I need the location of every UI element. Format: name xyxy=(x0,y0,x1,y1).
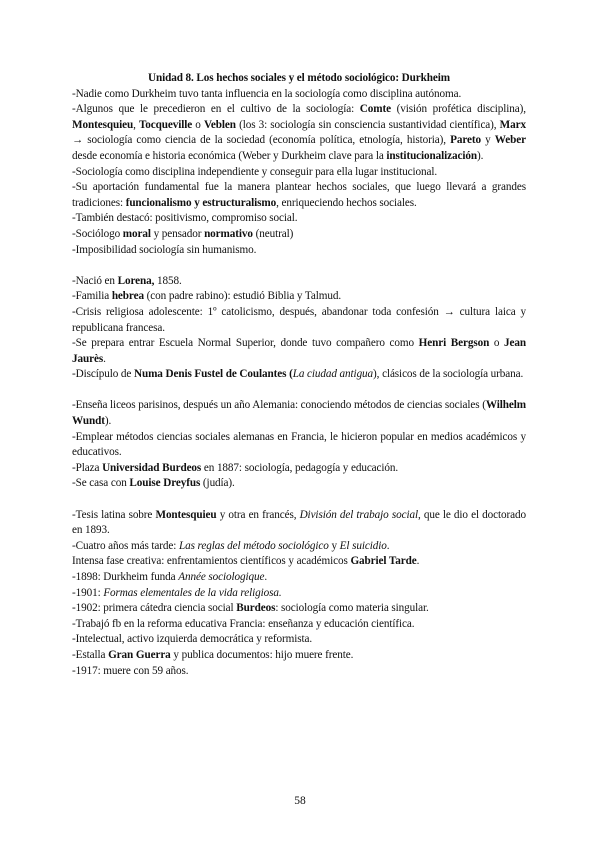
text-run: -Familia xyxy=(72,290,112,303)
text-run: -Crisis religiosa adolescente: 1º catolicismo, después, abandonar toda confesión → cultura laica y republicana francesa. xyxy=(72,305,526,334)
text-run: -Intelectual, activo izquierda democrática y reformista. xyxy=(72,633,313,646)
text-run: ), clásicos de la sociología urbana. xyxy=(373,368,524,381)
text-run: o xyxy=(192,118,204,131)
bold-text: Tocqueville xyxy=(138,118,193,131)
section-gap xyxy=(72,383,526,399)
paragraph xyxy=(72,274,526,290)
text-run: -1917: muere con 59 años. xyxy=(72,664,189,677)
text-run: 1858. xyxy=(154,274,182,287)
bold-text: hebrea xyxy=(111,290,144,303)
text-run: -Sociólogo xyxy=(72,227,123,240)
bold-text: Universidad Burdeos xyxy=(102,461,202,474)
text-run: -También destacó: positivismo, compromiso social. xyxy=(72,212,298,225)
paragraph xyxy=(72,430,526,461)
text-run: -Discípulo de xyxy=(72,368,134,381)
text-run: (judía). xyxy=(200,477,235,490)
paragraph xyxy=(72,243,526,259)
paragraph xyxy=(72,289,526,305)
unit-title: Unidad 8. Los hechos sociales y el método sociológico: Durkheim xyxy=(148,72,450,84)
paragraph xyxy=(72,398,526,429)
text-run: -1901: xyxy=(72,586,104,599)
text-run: ). xyxy=(477,149,484,162)
section-gap xyxy=(72,492,526,508)
text-run: -Trabajó fb en la reforma educativa Francia: enseñanza y educación científica. xyxy=(72,617,415,630)
bold-text: moral xyxy=(122,227,151,240)
text-run: y publica documentos: hijo muere frente. xyxy=(170,648,354,661)
bold-text: Weber xyxy=(494,134,526,147)
text-run: y otra en francés, xyxy=(216,508,300,521)
paragraph xyxy=(72,180,526,211)
paragraph xyxy=(72,508,526,539)
italic-text: La ciudad antigua xyxy=(292,368,374,381)
text-run: -1902: primera cátedra ciencia social xyxy=(72,602,237,615)
text-run: ). xyxy=(104,415,112,428)
text-run: . xyxy=(264,571,268,583)
paragraph xyxy=(72,539,526,555)
bold-text: normativo xyxy=(204,227,253,240)
text-run: -Nadie como Durkheim tuvo tanta influencia en la sociología como disciplina autónoma. xyxy=(72,87,462,100)
text-run: y pensador xyxy=(150,227,205,240)
body-text xyxy=(72,87,526,680)
text-run: -Estalla xyxy=(72,648,109,661)
text-run: -Se prepara entrar Escuela Normal Superior, donde tuvo compañero como xyxy=(72,337,419,350)
paragraph xyxy=(72,305,526,336)
paragraph xyxy=(72,87,526,103)
text-run: -Sociología como disciplina independiente y conseguir para ella lugar institucional. xyxy=(72,165,438,178)
text-run: : sociología como materia singular. xyxy=(275,602,429,615)
text-run: -Cuatro años más tarde: xyxy=(72,539,179,552)
bold-text: Lorena, xyxy=(117,274,155,287)
paragraph xyxy=(72,165,526,181)
text-run: (neutral) xyxy=(252,227,294,240)
text-run: , enriqueciendo hechos sociales. xyxy=(276,196,417,209)
paragraph xyxy=(72,554,526,570)
text-run: -Emplear métodos ciencias sociales alemanas en Francia, le hicieron popular en medios académicos y educativos. xyxy=(72,430,526,459)
bold-text: Marx xyxy=(499,118,526,131)
paragraph xyxy=(72,102,526,164)
text-run: , que le dio el doctorado en 1893. xyxy=(72,508,526,537)
text-run: (visión profética disciplina), xyxy=(390,103,526,116)
text-run: -Nació en xyxy=(72,274,118,287)
paragraph xyxy=(72,664,526,680)
bold-text: Gran Guerra xyxy=(108,648,171,661)
page-number: 58 xyxy=(294,795,306,807)
text-run: -Enseña liceos parisinos, después un año Alemania: conociendo métodos de ciencias sociales ( xyxy=(72,399,486,412)
text-run: o xyxy=(489,337,505,350)
paragraph xyxy=(72,227,526,243)
text-run: en 1887: sociología, pedagogía y educación. xyxy=(201,461,399,474)
text-run: desde economía e historia económica (Weber y Durkheim clave para la xyxy=(72,149,387,162)
paragraph xyxy=(72,601,526,617)
bold-text: funcionalismo y estructuralismo xyxy=(125,196,277,209)
italic-text: Année sociologique xyxy=(178,571,265,583)
text-run: -Tesis latina sobre xyxy=(72,508,156,521)
text-run: (con padre rabino): estudió Biblia y Talmud. xyxy=(143,290,342,303)
paragraph xyxy=(72,617,526,633)
paragraph xyxy=(72,336,526,367)
bold-text: Gabriel Tarde xyxy=(350,555,417,568)
italic-text: Las reglas del método sociológico xyxy=(178,539,329,552)
bold-text: Pareto xyxy=(450,134,481,147)
bold-text: Wilhelm Wundt xyxy=(72,399,526,428)
text-run: y xyxy=(328,539,340,552)
paragraph xyxy=(72,586,526,602)
paragraph xyxy=(72,476,526,492)
paragraph xyxy=(72,648,526,664)
page-content xyxy=(72,71,526,679)
italic-text: Formas elementales de la vida religiosa. xyxy=(103,586,282,599)
bold-text: Montesquieu xyxy=(72,118,134,131)
text-run: y xyxy=(480,134,495,147)
bold-text: Louise Dreyfus xyxy=(129,477,201,490)
text-run: -1898: Durkheim funda xyxy=(72,571,179,583)
bold-text: institucionalización xyxy=(386,149,478,162)
bold-text: Veblen xyxy=(203,118,236,131)
text-run: Intensa fase creativa: enfrentamientos científicos y académicos xyxy=(72,555,351,568)
text-run: -Su aportación fundamental fue la manera plantear hechos sociales, que luego llevará a grandes tradiciones: xyxy=(72,181,526,209)
paragraph xyxy=(72,367,526,383)
italic-text: El suicidio xyxy=(339,539,387,552)
text-run: -Se casa con xyxy=(72,477,130,490)
bold-text: Jean Jaurès xyxy=(72,337,527,365)
text-run: , xyxy=(133,118,139,131)
text-run: -Imposibilidad sociología sin humanismo. xyxy=(72,243,257,256)
paragraph xyxy=(72,570,526,586)
text-run: (los 3: sociología sin consciencia sustantividad científica), xyxy=(235,118,500,131)
italic-text: División del trabajo social xyxy=(299,508,418,521)
bold-text: Numa Denis Fustel de Coulantes ( xyxy=(133,368,293,381)
bold-text: Henri Bergson xyxy=(418,337,490,350)
text-run: → sociología como ciencia de la sociedad (economía política, etnología, historia), xyxy=(72,134,451,147)
paragraph xyxy=(72,211,526,227)
text-run: . xyxy=(416,555,420,568)
bold-text: Montesquieu xyxy=(155,508,217,521)
bold-text: Comte xyxy=(359,103,391,116)
text-run: -Algunos que le precedieron en el cultivo de la sociología: xyxy=(72,103,360,116)
paragraph xyxy=(72,461,526,477)
text-run: -Plaza xyxy=(72,461,103,474)
section-gap xyxy=(72,258,526,274)
text-run: . xyxy=(386,539,390,552)
paragraph xyxy=(72,632,526,648)
bold-text: Burdeos xyxy=(236,602,276,615)
text-run: . xyxy=(103,352,106,365)
